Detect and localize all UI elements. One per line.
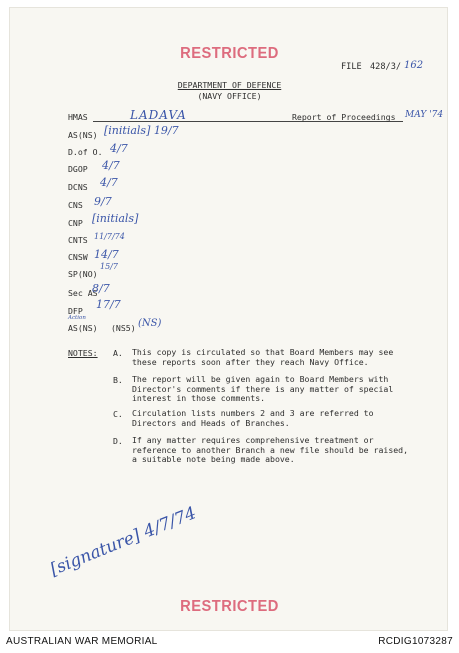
note-letter-a: A.: [113, 348, 123, 358]
circ-initials-asns-return: (NS): [138, 318, 162, 329]
report-of-proceedings-label: Report of Proceedings: [292, 112, 396, 122]
circ-label-cnts: CNTS: [68, 235, 88, 245]
circ-initials-dgop: 4/7: [102, 159, 120, 172]
handwritten-signature-date: [signature] 4/7/74: [47, 503, 200, 580]
footer-archive-name: AUSTRALIAN WAR MEMORIAL: [6, 636, 158, 647]
circ-label-cns: CNS: [68, 200, 83, 210]
circ-initials-cns: 9/7: [94, 195, 112, 208]
circ-label-cnsw: CNSW: [68, 252, 88, 262]
file-number-handwritten: 162: [404, 60, 424, 71]
circ-asns-return-typed: (NS5): [111, 323, 136, 333]
circ-label-dgop: DGOP: [68, 164, 88, 174]
circ-initials-asns: [initials] 19/7: [104, 124, 179, 137]
office-heading: (NAVY OFFICE): [197, 91, 262, 101]
note-text-b: The report will be given again to Board Members with Director's comments if there is any matter of special interest in those comments.: [132, 374, 394, 404]
circ-label-asns-return: AS(NS): [68, 323, 98, 333]
restricted-stamp-bottom: RESTRICTED: [180, 598, 279, 615]
circ-label-spno: SP(NO): [68, 269, 98, 279]
circ-initials-cnsw: 14/7: [94, 248, 119, 261]
circ-label-dofo: D.of O.: [68, 147, 103, 157]
note-text-d: If any matter requires comprehensive treatment or reference to another Branch a new file should be raised, a suitable note being made above.: [132, 435, 409, 465]
circ-initials-dfp: 17/7: [96, 298, 121, 311]
circ-label-dfp: DFP: [68, 306, 83, 316]
note-text-c: Circulation lists numbers 2 and 3 are referred to Directors and Heads of Branches.: [132, 408, 374, 428]
circ-initials-sec-as: 8/7: [92, 282, 110, 295]
note-letter-b: B.: [113, 375, 123, 385]
note-letter-d: D.: [113, 436, 123, 446]
circ-label-sec-as: Sec AS: [68, 288, 98, 298]
circ-label-cnp: CNP: [68, 218, 83, 228]
circ-initials-cnts: 11/7/74: [94, 232, 125, 241]
circ-label-asns: AS(NS): [68, 130, 98, 140]
note-letter-c: C.: [113, 409, 123, 419]
circ-initials-dofo: 4/7: [110, 142, 128, 155]
circ-initials-spno: 15/7: [100, 262, 118, 271]
footer-record-id: RCDIG1073287: [378, 636, 453, 647]
hmas-label: HMAS: [68, 112, 88, 122]
notes-title: NOTES:: [68, 348, 98, 358]
restricted-stamp-top: RESTRICTED: [180, 45, 279, 62]
ship-name-handwritten: LADAVA: [130, 108, 187, 122]
dfp-action-note: Action: [68, 315, 86, 321]
circ-initials-cnp: [initials]: [92, 212, 139, 225]
file-label: FILE: [341, 62, 362, 72]
note-text-a: This copy is circulated so that Board Members may see these reports soon after they reach Navy Office.: [132, 347, 394, 367]
circ-label-dcns: DCNS: [68, 182, 88, 192]
department-heading: DEPARTMENT OF DEFENCE: [177, 80, 282, 90]
file-number: 428/3/: [370, 62, 402, 72]
circ-initials-dcns: 4/7: [100, 176, 118, 189]
period-handwritten: MAY '74: [405, 110, 444, 120]
